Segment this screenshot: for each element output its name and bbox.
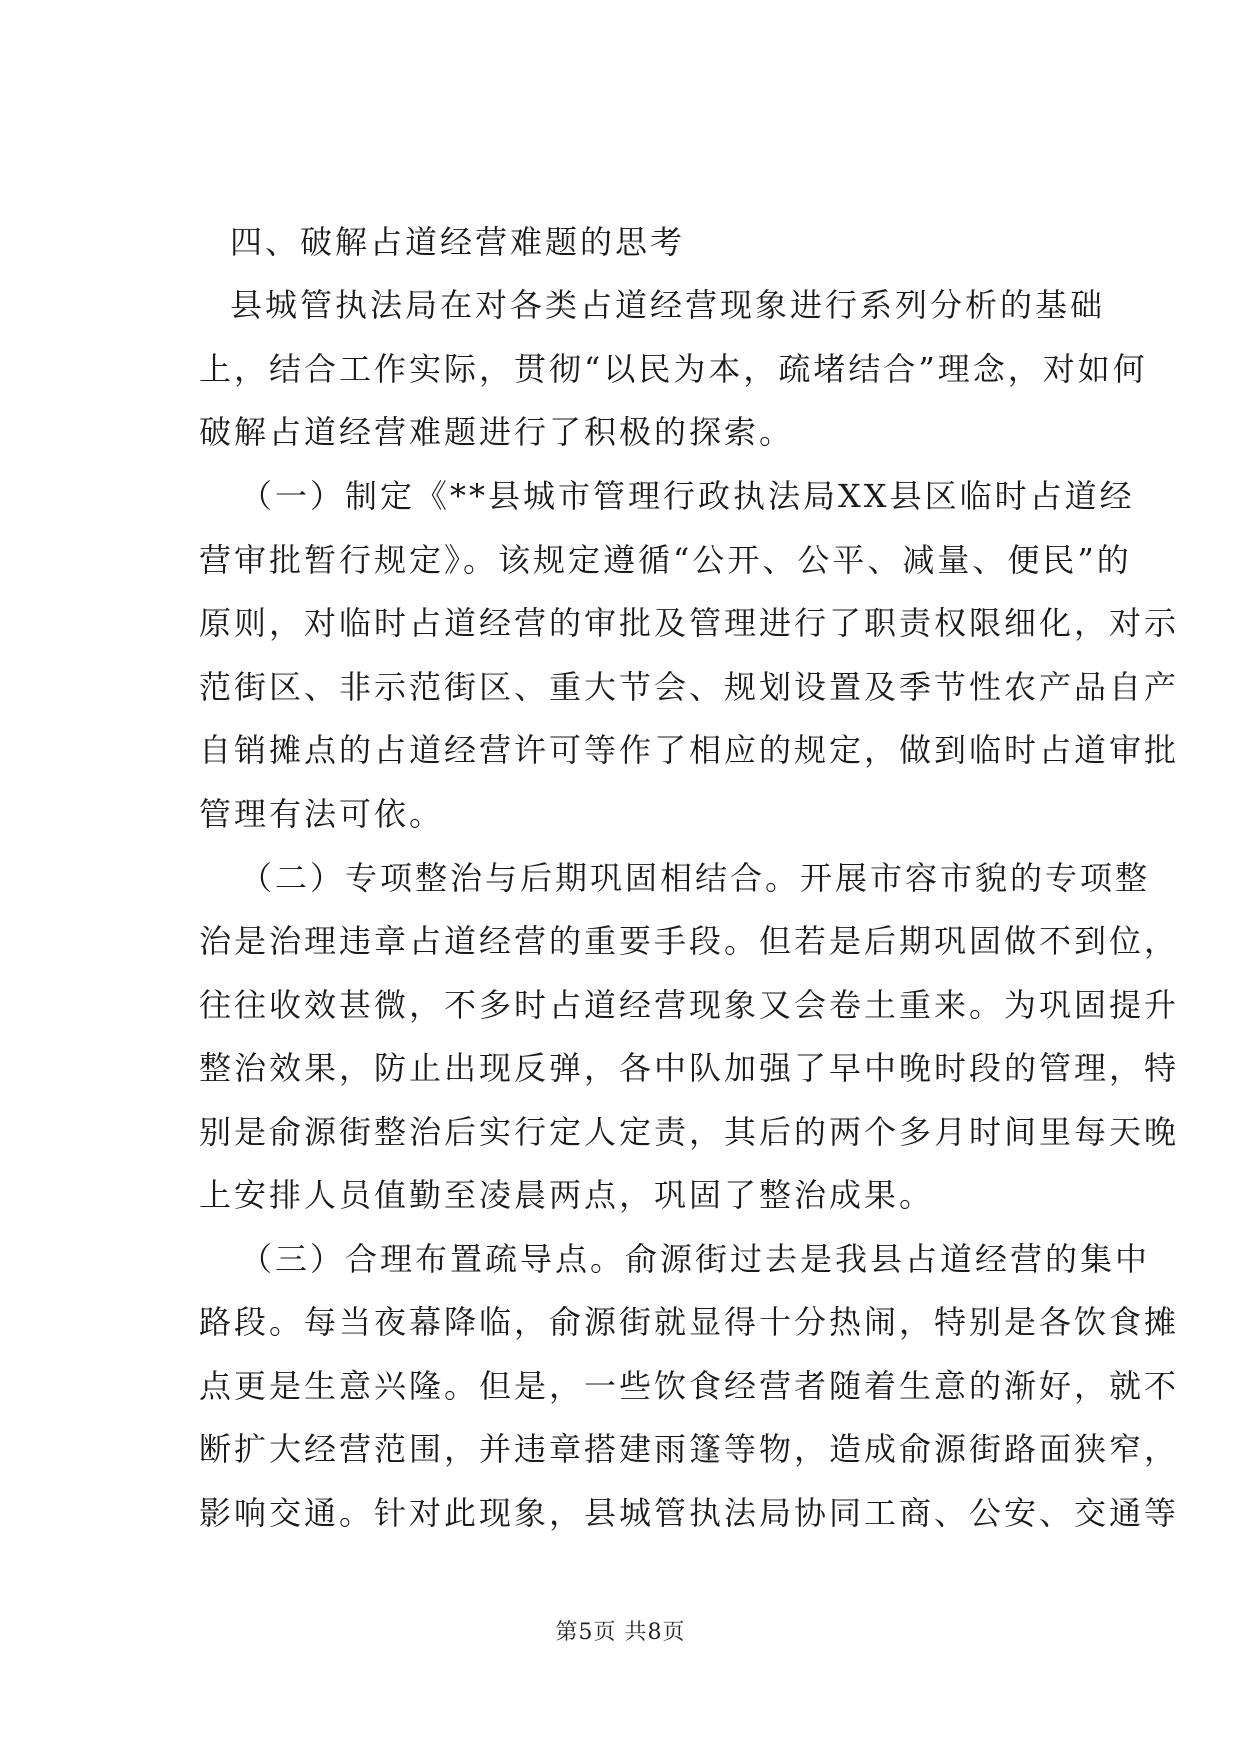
paragraph-line: 点更是生意兴隆。但是，一些饮食经营者随着生意的渐好，就不 <box>199 1367 1180 1405</box>
paragraph-line: 影响交通。针对此现象，县城管执法局协同工商、公安、交通等 <box>199 1494 1180 1532</box>
page-number-footer: 第5页 共8页 <box>555 1620 686 1645</box>
paragraph-line: 路段。每当夜幕降临，俞源街就显得十分热闹，特别是各饮食摊 <box>199 1303 1180 1341</box>
paragraph-line: （三）合理布置疏导点。俞源街过去是我县占道经营的集中 <box>240 1240 1151 1278</box>
paragraph-line: 范街区、非示范街区、重大节会、规划设置及季节性农产品自产 <box>199 668 1180 706</box>
paragraph-line: 整治效果，防止出现反弹，各中队加强了早中晚时段的管理，特 <box>199 1049 1180 1087</box>
paragraph-line: 营审批暂行规定》。该规定遵循“公开、公平、减量、便民”的 <box>199 541 1132 579</box>
paragraph-line: （一）制定《**县城市管理行政执法局XX县区临时占道经 <box>240 477 1135 515</box>
paragraph-line: 原则，对临时占道经营的审批及管理进行了职责权限细化，对示 <box>199 604 1180 642</box>
paragraph-line: 管理有法可依。 <box>199 795 445 833</box>
paragraph-line: 别是俞源街整治后实行定人定责，其后的两个多月时间里每天晚 <box>199 1113 1180 1151</box>
paragraph-line: 断扩大经营范围，并违章搭建雨篷等物，造成俞源街路面狭窄， <box>199 1430 1180 1468</box>
paragraph-line: 破解占道经营难题进行了积极的探索。 <box>199 413 795 451</box>
paragraph-line: 治是治理违章占道经营的重要手段。但若是后期巩固做不到位， <box>199 922 1180 960</box>
paragraph-line: （二）专项整治与后期巩固相结合。开展市容市貌的专项整 <box>240 859 1151 897</box>
paragraph-line: 县城管执法局在对各类占道经营现象进行系列分析的基础 <box>230 286 1106 324</box>
section-heading: 四、破解占道经营难题的思考 <box>230 223 686 261</box>
paragraph-line: 上安排人员值勤至凌晨两点，巩固了整治成果。 <box>199 1176 935 1214</box>
paragraph-line: 自销摊点的占道经营许可等作了相应的规定，做到临时占道审批 <box>199 731 1180 769</box>
paragraph-line: 往往收效甚微，不多时占道经营现象又会卷土重来。为巩固提升 <box>199 986 1180 1024</box>
paragraph-line: 上，结合工作实际，贯彻“以民为本，疏堵结合”理念，对如何 <box>199 350 1148 388</box>
